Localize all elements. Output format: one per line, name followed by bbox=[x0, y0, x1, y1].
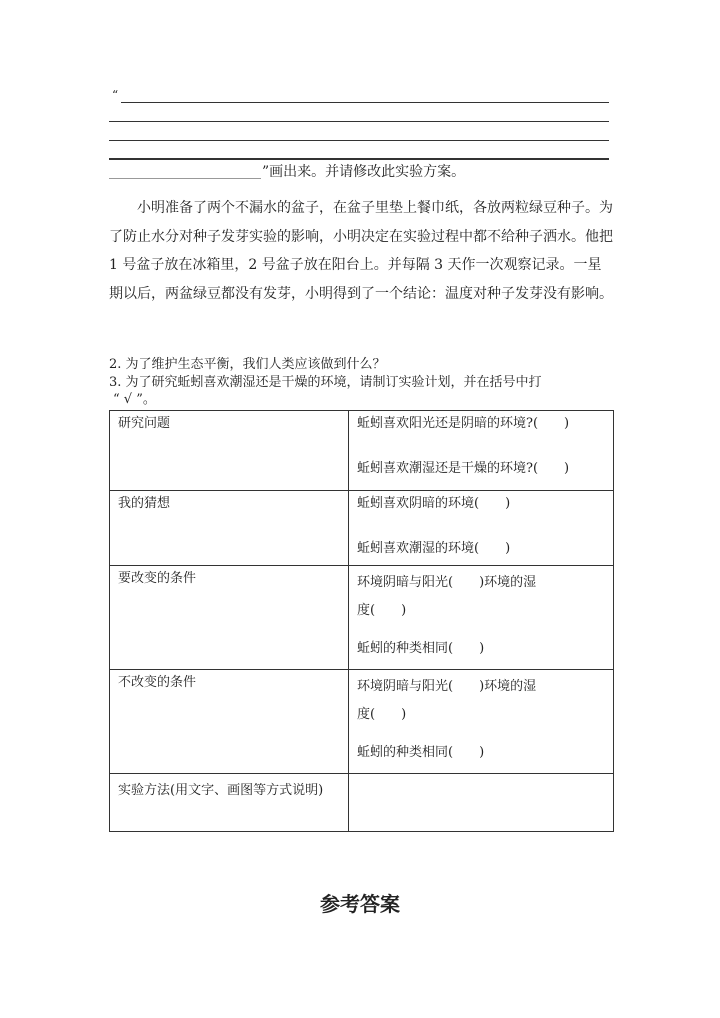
method-answer-cell[interactable] bbox=[349, 774, 614, 832]
table-row bbox=[110, 411, 614, 491]
row-options bbox=[349, 670, 614, 774]
row-options bbox=[349, 411, 614, 491]
experiment-plan-table bbox=[109, 410, 614, 832]
question-2: 2. 为了维护生态平衡，我们人类应该做到什么？ bbox=[109, 357, 386, 372]
option[interactable]: 蚯蚓的种类相同( ) bbox=[357, 641, 485, 656]
row-options bbox=[349, 491, 614, 566]
option[interactable]: 蚯蚓喜欢阴暗的环境( ) bbox=[357, 496, 511, 511]
table-row bbox=[110, 774, 614, 832]
answer-line[interactable] bbox=[109, 140, 609, 141]
option[interactable]: 蚯蚓的种类相同( ) bbox=[357, 745, 485, 760]
table-row bbox=[110, 566, 614, 670]
open-quote: “ bbox=[112, 88, 119, 102]
answer-section-title: 参考答案 bbox=[320, 892, 400, 916]
answer-line[interactable] bbox=[109, 158, 609, 160]
option[interactable]: 环境阴暗与阳光( )环境的湿度( ) bbox=[357, 679, 537, 722]
answer-line-suffix: ”画出来。并请修改此实验方案。 bbox=[262, 164, 466, 180]
answer-line[interactable] bbox=[109, 121, 609, 122]
row-label: 实验方法(用文字、画图等方式说明) bbox=[110, 774, 349, 832]
row-label: 研究问题 bbox=[110, 411, 349, 491]
answer-line[interactable] bbox=[121, 102, 609, 103]
option[interactable]: 蚯蚓喜欢阳光还是阴暗的环境?( ) bbox=[357, 416, 570, 431]
answer-line[interactable] bbox=[109, 178, 261, 179]
row-label: 我的猜想 bbox=[110, 491, 349, 566]
option[interactable]: 蚯蚓喜欢潮湿的环境( ) bbox=[357, 541, 511, 556]
scenario-paragraph bbox=[109, 194, 613, 308]
row-label: 要改变的条件 bbox=[110, 566, 349, 670]
option[interactable]: 蚯蚓喜欢潮湿还是干燥的环境?( ) bbox=[357, 461, 570, 476]
scenario-text: 小明准备了两个不漏水的盆子，在盆子里垫上餐巾纸，各放两粒绿豆种子。为了防止水分对种子发芽实验的影响，小明决定在实验过程中都不给种子洒水。他把 1 号盆子放在冰箱里，2 号盆子放在阳台上。并每隔 3 天作一次观察记录。一星期以后，两盆绿豆都没有发芽，小明得到了一个结论：温度对种子发芽没有影响。 bbox=[109, 200, 613, 302]
row-options bbox=[349, 566, 614, 670]
row-label: 不改变的条件 bbox=[110, 670, 349, 774]
table-row bbox=[110, 491, 614, 566]
option[interactable]: 环境阴暗与阳光( )环境的湿度( ) bbox=[357, 575, 537, 618]
question-3-cont: “ √ ”。 bbox=[113, 392, 156, 407]
question-3: 3. 为了研究蚯蚓喜欢潮湿还是干燥的环境，请制订实验计划，并在括号中打 bbox=[109, 375, 542, 390]
table-row bbox=[110, 670, 614, 774]
